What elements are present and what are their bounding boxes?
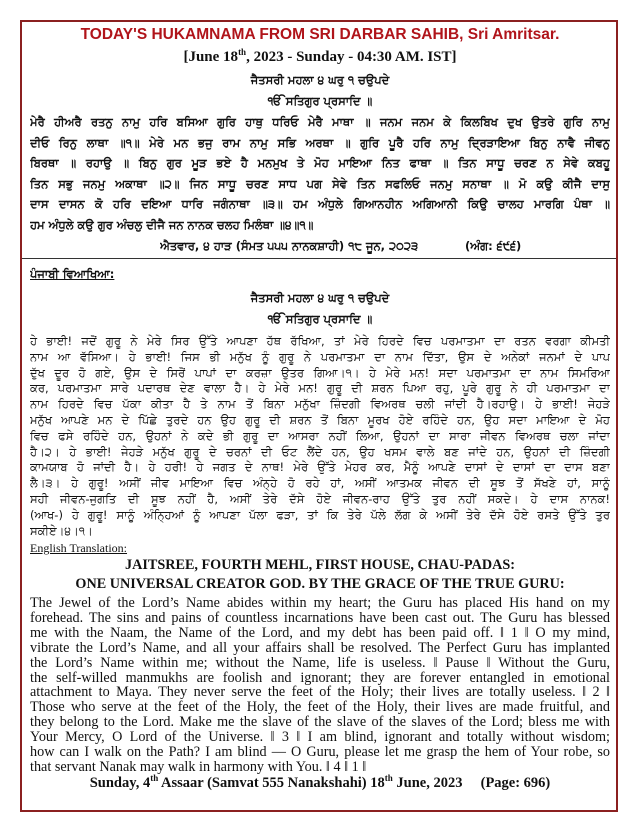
text-line: ਦਾਸ ਦਾਸਨ ਕੋ ਹਰਿ ਦਇਆ ਧਾਰਿ ਜਗੰਨਾਥਾ ॥੩॥ ਹਮ ਅੰਧੁਲੇ ਗਿਆਨਹੀਨ ਅਗਿਆਨੀ ਕਿਉ ਚਾਲਹ ਮਾਰਗਿ ਪੰਥਾ ॥ — [30, 197, 610, 211]
text-line: they belong to the Lord. Make me the slave of the slave of the slaves of the Lord; bless me with — [30, 714, 610, 731]
punjabi-raag: ਜੈਤਸਰੀ ਮਹਲਾ ੪ ਘਰੁ ੧ ਚਉਪਦੇ — [250, 291, 390, 305]
text-line: ਮਨੁੱਖ ਆਪਣੇ ਮਨ ਦੇ ਪਿੱਛੇ ਤੁਰਦੇ ਹਨ ਉਹ ਗੁਰੂ ਦੀ ਸ਼ਰਨ ਤੋਂ ਬਿਨਾ ਮੂਰਖ ਹੋਏ ਰਹਿੰਦੇ ਹਨ, ਉਹ ਸਦਾ ਮਾਇਆ ਦੇ ਮੋਹ — [30, 413, 610, 427]
text-line: vibrate the Lord’s Name, and all your affairs shall be resolved. The Perfect Guru has implanted — [30, 639, 610, 656]
hukam-mool-mantar: ੴ ਸਤਿਗੁਰ ਪ੍ਰਸਾਦਿ ॥ — [267, 94, 373, 108]
text-line: The Jewel of the Lord’s Name abides within my heart; the Guru has placed His hand on my — [30, 595, 610, 611]
hukam-ang: (ਅੰਗ: ੬੯੬) — [465, 239, 522, 253]
punjabi-mool-mantar: ੴ ਸਤਿਗੁਰ ਪ੍ਰਸਾਦਿ ॥ — [267, 312, 373, 326]
hukam-date-line: ਐਤਵਾਰ, ੪ ਹਾੜ (ਸੰਮਤ ੫੫੫ ਨਾਨਕਸ਼ਾਹੀ) ੧੮ ਜੂਨ, ੨੦੨੩ — [160, 239, 419, 253]
text-line: ਲੈ।੩। ਹੇ ਗੁਰੂ! ਅਸੀਂ ਜੀਵ ਮਾਇਆ ਵਿਚ ਅੰਨ੍ਹੇ ਹੋ ਰਹੇ ਹਾਂ, ਅਸੀਂ ਆਤਮਕ ਜੀਵਨ ਦੀ ਸੂਝ ਤੋਂ ਸੱਖਣੇ ਹਾਂ, ਸਾਨੂੰ — [30, 476, 610, 491]
text-line: ਸਕੀਏ।੪।੧। — [30, 523, 93, 538]
text-line: attachment to Maya. They never serve the feet of the Holy; their lives are totally useless. ‖ 2 ‖ — [30, 684, 610, 701]
text-line: that servant Nanak may walk in harmony with You. ‖ 4 ‖ 1 ‖ — [30, 758, 367, 775]
text-line: the self-willed manmukhs are foolish and ignorant; they are forever entangled in emotional — [30, 669, 610, 686]
page-title: TODAY'S HUKAMNAMA FROM SRI DARBAR SAHIB, Sri Amritsar. — [80, 26, 560, 43]
text-line: ਕਰ, ਪਰਮਾਤਮਾ ਸਾਰੇ ਪਦਾਰਥ ਦੇਣ ਵਾਲਾ ਹੈ। ਹੇ ਮੇਰੇ ਮਨ! ਗੁਰੂ ਦੀ ਸ਼ਰਨ ਪਿਆ ਰਹੁ, ਪੂਰੇ ਗੁਰੂ ਨੇ ਹੀ ਪਰਮਾਤਮਾ ਦਾ — [30, 381, 610, 396]
text-line: ਮੇਰੈ ਹੀਅਰੈ ਰਤਨੁ ਨਾਮੁ ਹਰਿ ਬਸਿਆ ਗੁਰਿ ਹਾਥੁ ਧਰਿਓ ਮੇਰੈ ਮਾਥਾ ॥ ਜਨਮ ਜਨਮ ਕੇ ਕਿਲਬਿਖ ਦੁਖ ਉਤਰੇ ਗੁਰਿ ਨਾਮੁ — [30, 115, 610, 129]
section-divider — [22, 258, 616, 259]
text-line: ਤਿਨ ਸਭੁ ਜਨਮੁ ਅਕਾਥਾ ॥੨॥ ਜਿਨ ਸਾਧੂ ਚਰਣ ਸਾਧ ਪਗ ਸੇਵੇ ਤਿਨ ਸਫਲਿਓ ਜਨਮੁ ਸਨਾਥਾ ॥ ਮੋ ਕਉ ਕੀਜੈ ਦਾਸੁ — [30, 176, 610, 191]
text-line: ਨਾਮ ਹਿਰਦੇ ਵਿਚ ਪੱਕਾ ਕੀਤਾ ਹੈ ਤੇ ਨਾਮ ਤੋਂ ਬਿਨਾ ਮਨੁੱਖਾ ਜ਼ਿੰਦਗੀ ਵਿਅਰਥ ਚਲੀ ਜਾਂਦੀ ਹੈ।ਰਹਾਉ। ਹੇ ਭਾਈ! ਜੇਹੜੇ — [30, 397, 610, 412]
text-line: ਦੁੱਖ ਦੂਰ ਹੋ ਗਏ, ਉਸ ਦੇ ਸਿਰੋਂ ਪਾਪਾਂ ਦਾ ਕਰਜ਼ਾ ਉਤਰ ਗਿਆ।੧। ਹੇ ਮੇਰੇ ਮਨ! ਸਦਾ ਪਰਮਾਤਮਾ ਦਾ ਨਾਮ ਸਿਮਰਿਆ — [30, 365, 610, 380]
text-line: ਹਮ ਅੰਧੁਲੇ ਕਉ ਗੁਰ ਅੰਚਲੁ ਦੀਜੈ ਜਨ ਨਾਨਕ ਚਲਹ ਮਿਲੰਥਾ ॥੪॥੧॥ — [30, 217, 314, 232]
hukam-raag: ਜੈਤਸਰੀ ਮਹਲਾ ੪ ਘਰੁ ੧ ਚਉਪਦੇ — [250, 73, 390, 87]
text-line: the Lord’s Name within me; without the Name, life is useless. ‖ Pause ‖ Without the Guru, — [30, 654, 610, 671]
text-line: Your Mercy, O Lord of the Universe. ‖ 3 ‖ I am blind, ignorant and totally without wisdom; — [30, 729, 610, 746]
punjabi-label: ਪੰਜਾਬੀ ਵਿਆਖਿਆ: — [30, 267, 115, 281]
text-line: ਸਹੀ ਜੀਵਨ-ਜੁਗਤਿ ਦੀ ਸੂਝ ਨਹੀਂ ਹੈ, ਅਸੀਂ ਤੇਰੇ ਦੱਸੇ ਹੋਏ ਜੀਵਨ-ਰਾਹ ਉੱਤੇ ਤੁਰ ਨਹੀਂ ਸਕਦੇ। ਹੇ ਦਾਸ ਨਾਨਕ! — [30, 492, 610, 506]
text-line: ਦੀਓ ਰਿਨੁ ਲਾਥਾ ॥੧॥ ਮੇਰੇ ਮਨ ਭਜੁ ਰਾਮ ਨਾਮੁ ਸਭਿ ਅਰਥਾ ॥ ਗੁਰਿ ਪੂਰੈ ਹਰਿ ਨਾਮੁ ਦ੍ਰਿੜਾਇਆ ਬਿਨੁ ਨਾਵੈ ਜੀਵਨੁ — [30, 135, 610, 150]
english-heading-mool: ONE UNIVERSAL CREATOR GOD. BY THE GRACE OF THE TRUE GURU: — [75, 576, 565, 592]
footer-date: Sunday, 4th Assaar (Samvat 555 Nanakshahi) 18th June, 2023 (Page: 696) — [89, 773, 551, 791]
text-line: me with the Naam, the Name of the Lord, and my debt has been paid off. ‖ 1 ‖ O my mind, — [30, 624, 610, 641]
text-line: ਹੈ।੨। ਹੇ ਭਾਈ! ਜੇਹੜੇ ਮਨੁੱਖ ਗੁਰੂ ਦੇ ਚਰਨਾਂ ਦੀ ਓਟ ਲੈਂਦੇ ਹਨ, ਉਹ ਖਸਮ ਵਾਲੇ ਬਣ ਜਾਂਦੇ ਹਨ, ਉਹਨਾਂ ਦੀ ਜ਼ਿੰਦਗੀ — [30, 444, 610, 459]
text-line: (ਆਖ-) ਹੇ ਗੁਰੂ! ਸਾਨੂੰ ਅੰਨ੍ਹਿਆਂ ਨੂੰ ਆਪਣਾ ਪੱਲਾ ਫੜਾ, ਤਾਂ ਕਿ ਤੇਰੇ ਪੱਲੇ ਲੱਗ ਕੇ ਅਸੀਂ ਤੇਰੇ ਦੱਸੇ ਹੋਏ ਰਸਤੇ ਉੱਤੇ ਤੁਰ — [30, 507, 610, 522]
text-line: ਵਿਚ ਫਸੇ ਰਹਿੰਦੇ ਹਨ, ਉਹਨਾਂ ਨੇ ਕਦੇ ਭੀ ਗੁਰੂ ਦਾ ਆਸਰਾ ਨਹੀਂ ਲਿਆ, ਉਹਨਾਂ ਦਾ ਸਾਰਾ ਜੀਵਨ ਵਿਅਰਥ ਚਲਾ ਜਾਂਦਾ — [30, 428, 610, 443]
text-line: ਕਾਮਯਾਬ ਹੋ ਜਾਂਦੀ ਹੈ। ਹੇ ਹਰੀ! ਹੇ ਜਗਤ ਦੇ ਨਾਥ! ਮੇਰੇ ਉੱਤੇ ਮੇਹਰ ਕਰ, ਮੈਨੂੰ ਆਪਣੇ ਦਾਸਾਂ ਦੇ ਦਾਸਾਂ ਦਾ ਦਾਸ ਬਣਾ — [30, 460, 610, 475]
text-line: ਹੇ ਭਾਈ! ਜਦੋਂ ਗੁਰੂ ਨੇ ਮੇਰੇ ਸਿਰ ਉੱਤੇ ਆਪਣਾ ਹੱਥ ਰੱਖਿਆ, ਤਾਂ ਮੇਰੇ ਹਿਰਦੇ ਵਿਚ ਪਰਮਾਤਮਾ ਦਾ ਰਤਨ ਵਰਗਾ ਕੀਮਤੀ — [30, 334, 610, 348]
english-label: English Translation: — [30, 541, 128, 555]
text-line: ਬਿਰਥਾ ॥ ਰਹਾਉ ॥ ਬਿਨੁ ਗੁਰ ਮੂੜ ਭਏ ਹੈ ਮਨਮੁਖ ਤੇ ਮੋਹ ਮਾਇਆ ਨਿਤ ਫਾਥਾ ॥ ਤਿਨ ਸਾਧੂ ਚਰਣ ਨ ਸੇਵੇ ਕਬਹੂ — [30, 156, 610, 170]
text-line: forehead. The sins and pains of countless incarnations have been cast out. The Guru has blessed — [30, 609, 610, 626]
header-date: [June 18th, 2023 - Sunday - 04:30 AM. IST] — [183, 47, 457, 65]
text-line: Those who serve at the feet of the Holy, the feet of the Holy, their lives are made fruitful, and — [30, 699, 610, 716]
text-line: how can I walk on the Path? I am blind — O Guru, please let me grasp the hem of Your robe, so — [30, 744, 610, 760]
english-heading-raag: JAITSREE, FOURTH MEHL, FIRST HOUSE, CHAU-PADAS: — [125, 557, 515, 573]
text-line: ਨਾਮ ਆ ਵੱਸਿਆ। ਹੇ ਭਾਈ! ਜਿਸ ਭੀ ਮਨੁੱਖ ਨੂੰ ਗੁਰੂ ਨੇ ਪਰਮਾਤਮਾ ਦਾ ਨਾਮ ਦਿੱਤਾ, ਉਸ ਦੇ ਅਨੇਕਾਂ ਜਨਮਾਂ ਦੇ ਪਾਪ — [30, 349, 610, 364]
